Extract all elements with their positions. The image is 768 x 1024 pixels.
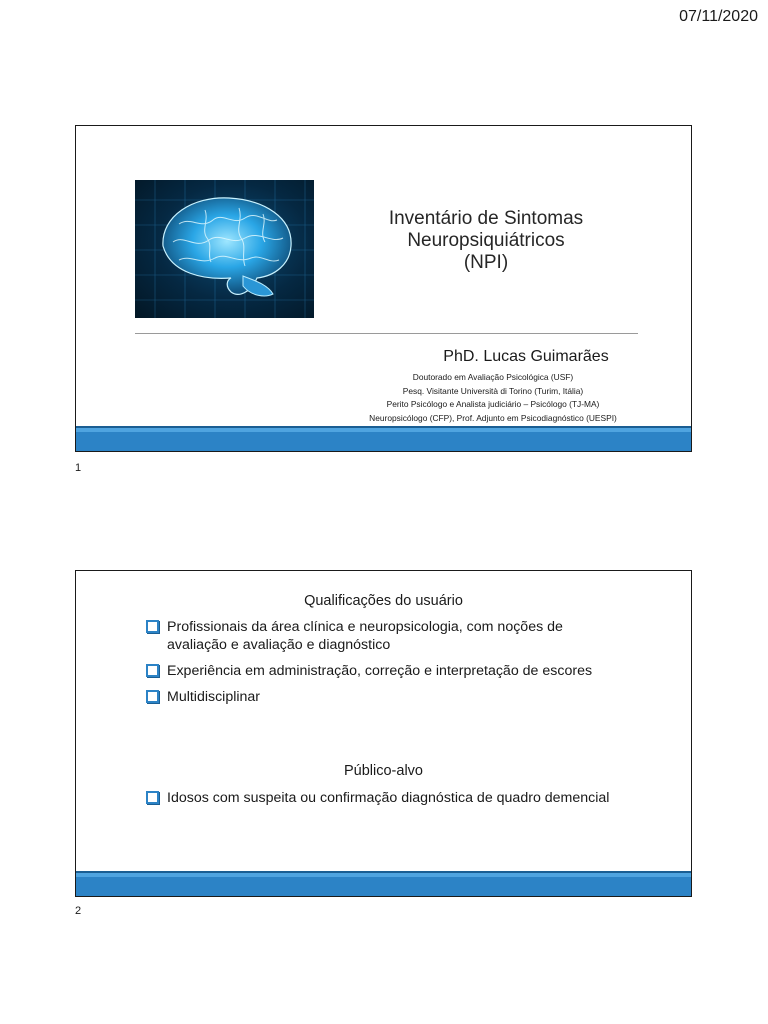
slide-title-line-1: Inventário de Sintomas xyxy=(388,208,584,229)
credential-line: Doutorado em Avaliação Psicológica (USF) xyxy=(412,372,574,382)
checkbox-bullet-icon xyxy=(146,690,159,703)
list-item xyxy=(146,618,616,654)
list-item xyxy=(146,789,616,807)
page-number: 1 xyxy=(75,462,82,474)
heading-qualifications: Qualificações do usuário xyxy=(304,593,463,609)
author-name: PhD. Lucas Guimarães xyxy=(443,348,609,365)
list-item xyxy=(146,662,616,680)
list-item xyxy=(146,688,616,706)
checkbox-bullet-icon xyxy=(146,620,159,633)
slide-footer-bar xyxy=(76,871,691,896)
print-date: 07/11/2020 xyxy=(679,8,758,25)
slide-title-line-2: Neuropsiquiátricos xyxy=(407,230,565,251)
slide-2 xyxy=(75,570,692,897)
checkbox-bullet-icon xyxy=(146,664,159,677)
list-item-text: Profissionais da área clínica e neuropsicologia, com noções de avaliação e avaliação e diagnóstico xyxy=(167,619,563,653)
qualifications-list xyxy=(146,618,616,714)
brain-illustration xyxy=(135,180,314,318)
heading-audience: Público-alvo xyxy=(344,763,423,779)
list-item-text: Experiência em administração, correção e interpretação de escores xyxy=(167,663,593,679)
author-credentials xyxy=(308,371,678,425)
brain-image xyxy=(135,180,314,318)
slide-1 xyxy=(75,125,692,452)
audience-list xyxy=(146,789,616,815)
slide-footer-bar xyxy=(76,426,691,451)
credential-line: Perito Psicólogo e Analista judiciário – Psicólogo (TJ-MA) xyxy=(386,399,600,409)
credential-line: Pesq. Visitante Università di Torino (Turim, Itália) xyxy=(402,385,584,396)
credential-line: Neuropsicólogo (CFP), Prof. Adjunto em Psicodiagnóstico (UESPI) xyxy=(369,412,617,423)
divider-line xyxy=(135,333,638,334)
checkbox-bullet-icon xyxy=(146,791,159,804)
list-item-text: Multidisciplinar xyxy=(167,689,261,705)
slide-title xyxy=(326,208,646,274)
list-item-text: Idosos com suspeita ou confirmação diagnóstica de quadro demencial xyxy=(167,790,610,806)
slide-title-line-3: (NPI) xyxy=(463,252,509,273)
page-number: 2 xyxy=(75,905,82,917)
